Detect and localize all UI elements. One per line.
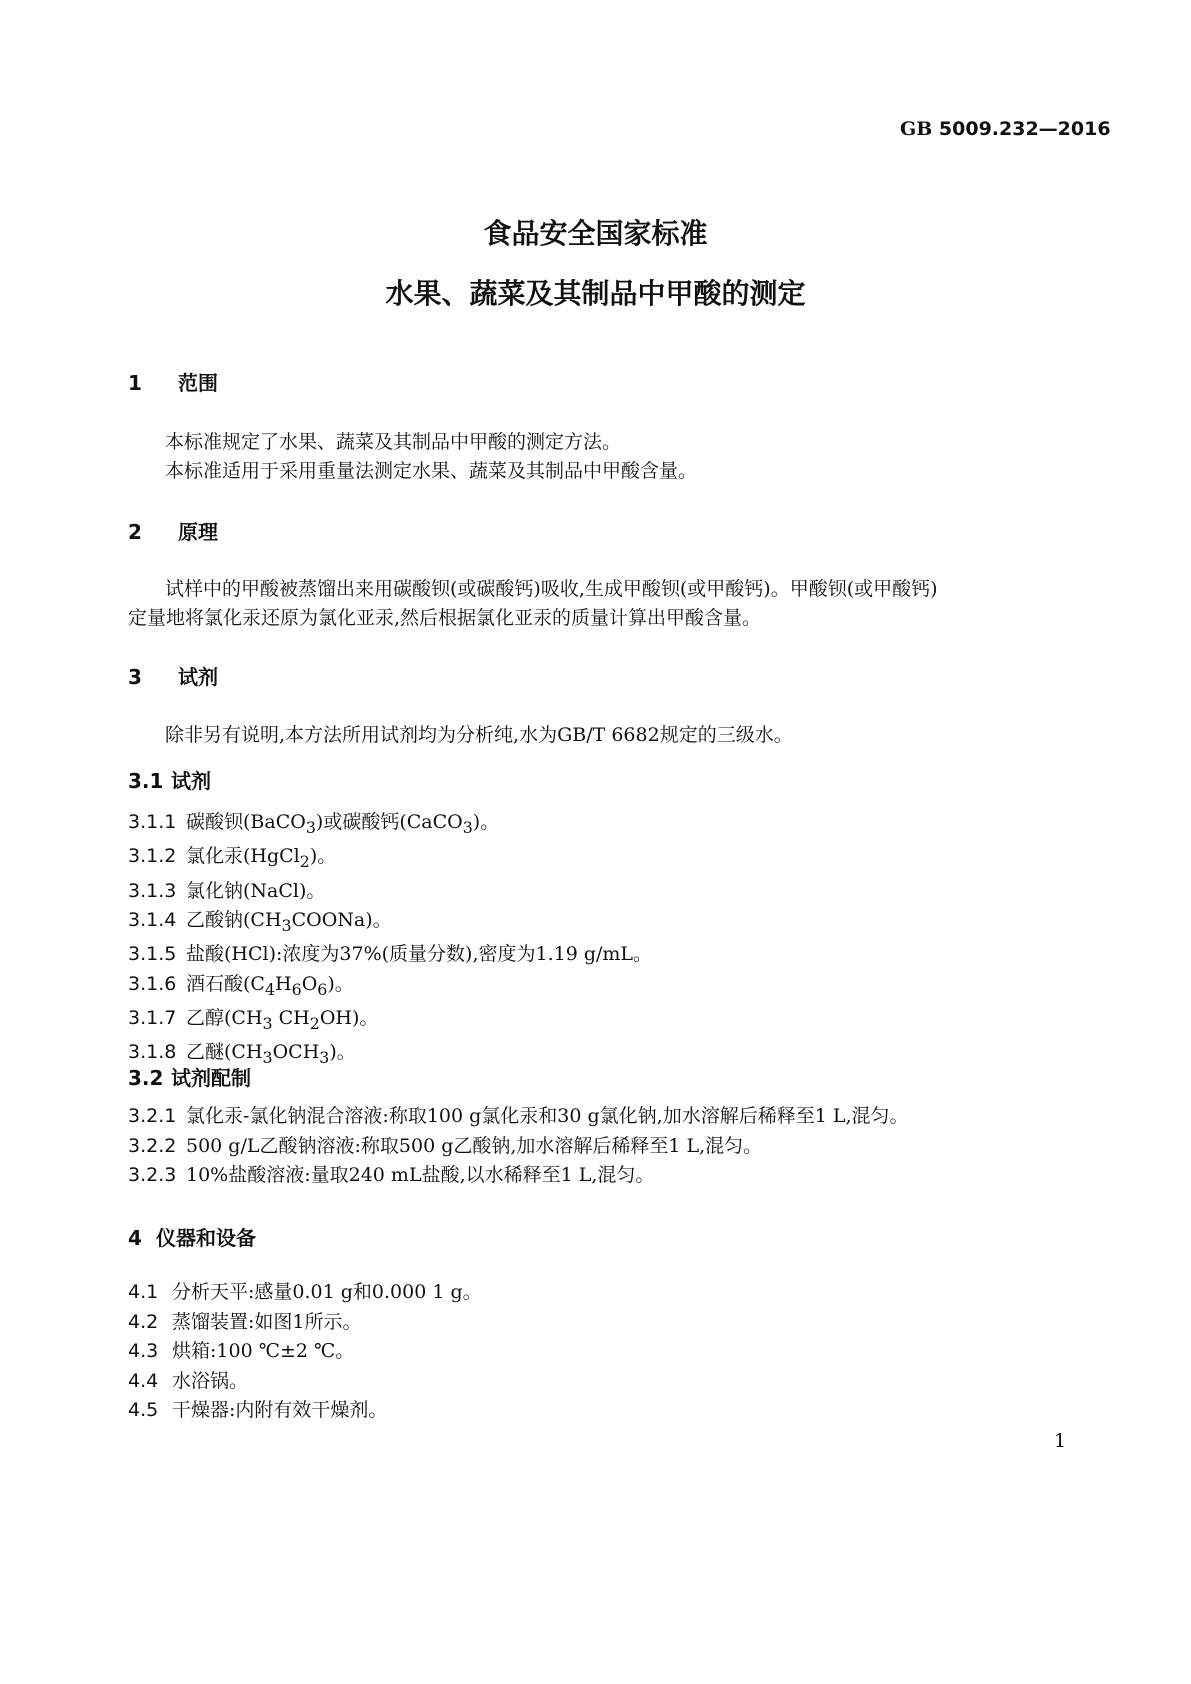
section-heading: 3 试剂 (128, 665, 218, 689)
page-number: 1 (1054, 1430, 1067, 1452)
paragraph: 定量地将氯化汞还原为氯化亚汞,然后根据氯化亚汞的质量计算出甲酸含量。 (128, 607, 762, 629)
section-heading: 2 原理 (128, 520, 218, 544)
list-item: 4.5 干燥器:内附有效干燥剂。 (128, 1399, 388, 1421)
list-item: 3.1.3 氯化钠(NaCl)。 (128, 879, 326, 902)
list-item: 4.3 烘箱:100 ℃±2 ℃。 (128, 1340, 355, 1362)
standard-title: 食品安全国家标准 (483, 217, 708, 250)
list-item: 3.1.5 盐酸(HCl):浓度为37%(质量分数),密度为1.19 g/mL。 (128, 943, 653, 966)
paragraph: 试样中的甲酸被蒸馏出来用碳酸钡(或碳酸钙)吸收,生成甲酸钡(或甲酸钙)。甲酸钡(或甲酸钙) (165, 578, 938, 600)
list-item: 3.1.7 乙醇($CH_3$ $CH_2OH$)。 (128, 1007, 379, 1033)
document-code: GB 5009.232—2016 (900, 118, 1111, 140)
paragraph: 本标准规定了水果、蔬菜及其制品中甲酸的测定方法。 (165, 431, 622, 453)
list-item: 4.4 水浴锅。 (128, 1369, 249, 1392)
paragraph: 本标准适用于采用重量法测定水果、蔬菜及其制品中甲酸含量。 (165, 460, 698, 482)
list-item: 4.2 蒸馏装置:如图1所示。 (128, 1310, 362, 1333)
list-item: 3.1.4 乙酸钠$(CH_3COONa)$。 (128, 909, 392, 935)
list-item: 3.2.1 氯化汞-氯化钠混合溶液:称取100 g氯化汞和30 g氯化钠,加水溶解后稀释至1 L,混匀。 (128, 1105, 909, 1127)
list-item: 3.2.2 500 g/L乙酸钠溶液:称取500 g乙酸钠,加水溶解后稀释至1 L,混匀。 (128, 1134, 763, 1157)
list-item: 4.1 分析天平:感量0.01 g和0.000 1 g。 (128, 1281, 482, 1303)
section-heading: 1 范围 (128, 371, 218, 395)
list-item: 3.1.1 碳酸钡(BaCO$_3$)或碳酸钙(CaCO$_3$)。 (128, 811, 500, 837)
list-item: 3.1.6 酒石酸$(C_4H_6O_6)$。 (128, 972, 354, 999)
reagent-list (128, 808, 652, 1073)
list-item: 3.1.8 乙醚$(CH_3OCH_3)$。 (128, 1041, 356, 1068)
list-item: 3.1.2 氯化汞(HgCl$_2$)。 (128, 845, 337, 872)
subsection-heading: 3.2 试剂配制 (128, 1066, 251, 1090)
equipment-list (128, 1278, 482, 1426)
section-heading: 4 仪器和设备 (128, 1226, 256, 1250)
standard-subtitle: 水果、蔬菜及其制品中甲酸的测定 (385, 277, 806, 310)
paragraph: 除非另有说明,本方法所用试剂均为分析纯,水为GB/T 6682规定的三级水。 (165, 724, 793, 746)
preparation-list (128, 1102, 909, 1191)
subsection-heading: 3.1 试剂 (128, 769, 211, 793)
list-item: 3.2.3 10%盐酸溶液:量取240 mL盐酸,以水稀释至1 L,混匀。 (128, 1164, 655, 1186)
